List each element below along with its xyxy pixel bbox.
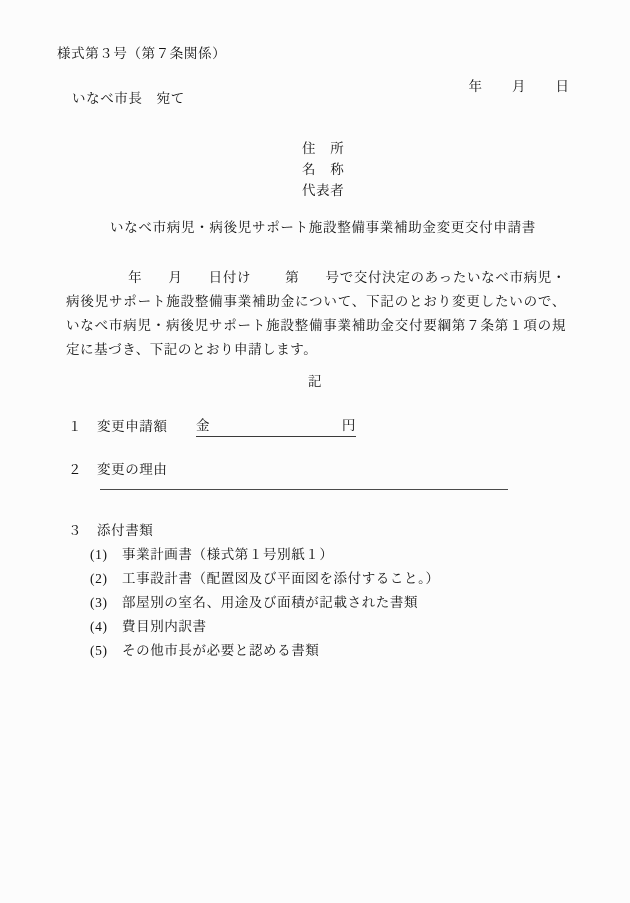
list-item-marker: (5) [90, 643, 108, 658]
currency-prefix: 金 [196, 418, 211, 433]
date-month-label: 月 [512, 78, 526, 94]
list-item-label: 費目別内訳書 [122, 619, 207, 634]
body-main-text: 号で交付決定のあったいなべ市病児・病後児サポート施設整備事業補助金について、下記のとおり変更したいので、いなべ市病児・病後児サポート施設整備事業補助金交付要綱第７条第１項の規定に基づき、下記のとおり申請します。 [66, 270, 567, 357]
list-item-marker: (4) [90, 619, 108, 634]
list-item [90, 591, 440, 615]
ki-marker: 記 [307, 374, 323, 389]
list-item-label: その他市長が必要と認める書類 [122, 643, 320, 658]
applicant-address-label: 住 所 [302, 141, 345, 156]
date-day-label: 日 [555, 78, 569, 94]
section-2-number: ２ [68, 462, 83, 477]
applicant-name-label: 名 称 [302, 162, 345, 177]
list-item-label: 事業計画書（様式第１号別紙１） [122, 547, 334, 562]
amount-input-field[interactable] [196, 414, 356, 437]
applicant-representative-label: 代表者 [302, 183, 345, 198]
body-month-label: 月 [168, 270, 183, 285]
section-3-label: 添付書類 [97, 523, 154, 538]
reason-input-rule[interactable] [100, 489, 508, 490]
currency-suffix: 円 [341, 418, 356, 433]
list-item [90, 615, 440, 639]
list-item-marker: (1) [90, 547, 108, 562]
list-item-marker: (2) [90, 571, 108, 586]
list-item-label: 部屋別の室名、用途及び面積が記載された書類 [122, 595, 419, 610]
body-day-label: 日付け [208, 270, 252, 285]
list-item [90, 567, 440, 591]
document-title: いなべ市病児・病後児サポート施設整備事業補助金変更交付申請書 [110, 220, 536, 235]
body-paragraph [66, 266, 566, 362]
section-3-number: ３ [68, 523, 83, 538]
section-2-label: 変更の理由 [97, 462, 168, 477]
list-item [90, 543, 440, 567]
list-item-marker: (3) [90, 595, 108, 610]
attachment-list [90, 543, 440, 663]
section-1-label: 変更申請額 [97, 419, 168, 434]
body-docno-prefix: 第 [285, 270, 300, 285]
date-year-label: 年 [468, 78, 482, 94]
addressee-line: いなべ市長 宛て [72, 91, 185, 106]
list-item [90, 639, 440, 663]
form-number: 様式第３号（第７条関係） [57, 46, 227, 61]
list-item-label: 工事設計書（配置図及び平面図を添付すること。） [122, 571, 440, 586]
applicant-block [302, 138, 344, 201]
section-1-number: １ [68, 419, 83, 434]
body-year-label: 年 [128, 270, 143, 285]
date-line [455, 66, 569, 107]
